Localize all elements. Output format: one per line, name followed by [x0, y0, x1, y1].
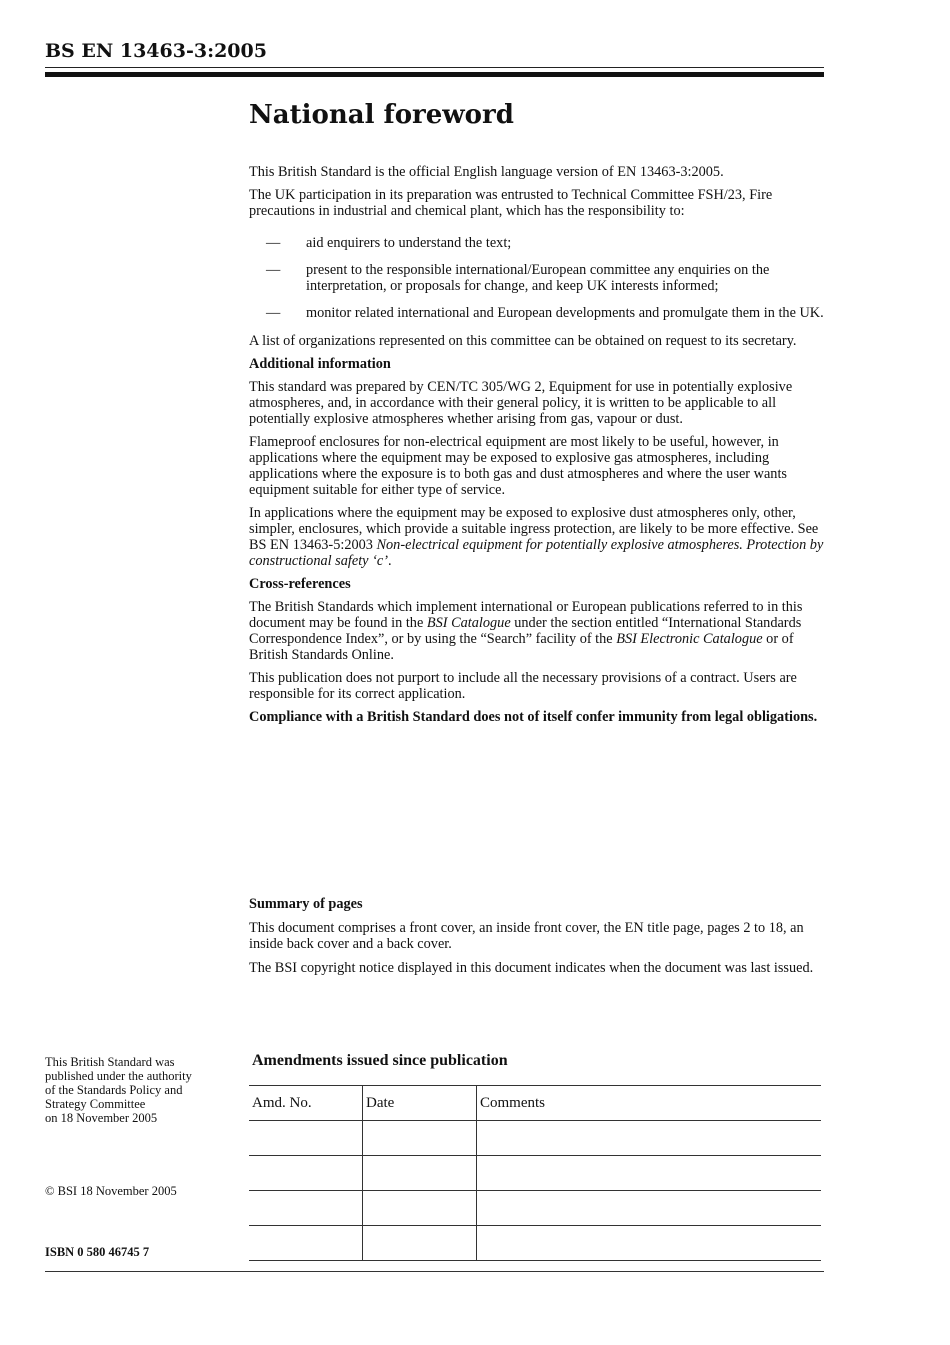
- amendments-title: Amendments issued since publication: [252, 1052, 508, 1069]
- cell-comments: [477, 1156, 822, 1191]
- intro-paragraph-3: A list of organizations represented on this committee can be obtained on request to its secretary.: [249, 333, 797, 349]
- crossref-paragraph-2: This publication does not purport to include all the necessary provisions of a contract. Users are responsible for its correct application.: [249, 670, 797, 702]
- column-header-amd-no: Amd. No.: [249, 1086, 363, 1121]
- cross-references-heading: Cross-references: [249, 576, 351, 592]
- list-item: [249, 262, 825, 294]
- cell-date: [363, 1191, 477, 1226]
- table-row: [249, 1156, 821, 1191]
- referenced-standard-title: Non-electrical equipment for potentially explosive atmospheres. Protection by constructional safety ‘c’: [249, 537, 824, 569]
- intro-paragraph-2: The UK participation in its preparation was entrusted to Technical Committee FSH/23, Fire precautions in industrial and chemical plant, which has the responsibility to:: [249, 187, 773, 219]
- publication-authority-note: [45, 1055, 235, 1125]
- note-line: on 18 November 2005: [45, 1111, 158, 1125]
- note-line: of the Standards Policy and: [45, 1083, 183, 1097]
- crossref-paragraph-1: [249, 599, 825, 663]
- list-item: [249, 235, 825, 251]
- cell-amd-no: [249, 1156, 363, 1191]
- list-item-text: aid enquirers to understand the text;: [306, 235, 512, 251]
- bsi-electronic-catalogue-ref: BSI Electronic Catalogue: [616, 631, 763, 647]
- header-rule-thin: [45, 67, 824, 68]
- summary-paragraph-1: This document comprises a front cover, an inside front cover, the EN title page, pages 2 to 18, an inside back cover and a back cover.: [249, 920, 804, 952]
- note-line: This British Standard was: [45, 1055, 175, 1069]
- additional-paragraph-2: Flameproof enclosures for non-electrical equipment are most likely to be useful, however, in applications where the equipment may be exposed to explosive gas atmospheres, including applications where the exposure is to both gas and dust atmospheres and where the user wants equipment suitable for either type of service.: [249, 434, 787, 498]
- crossref-p1-text-a: The British Standards which implement international or European publications referred to in this document may be found in the: [249, 599, 803, 631]
- note-line: Strategy Committee: [45, 1097, 146, 1111]
- table-header-row: [249, 1086, 821, 1121]
- additional-p3-end: .: [387, 553, 392, 569]
- crossref-p1-text-b: under the section entitled “International Standards Correspondence Index”, or by using the “Search” facility of the: [249, 615, 802, 647]
- summary-section: [249, 896, 825, 984]
- header-rule-thick: [45, 72, 824, 77]
- list-item-text: present to the responsible international/European committee any enquiries on the interpretation, or proposals for change, and keep UK interests informed;: [306, 262, 770, 294]
- main-content: [249, 164, 825, 732]
- crossref-p1-text-c: or of British Standards Online.: [249, 631, 794, 663]
- table-row: [249, 1121, 821, 1156]
- isbn: ISBN 0 580 46745 7: [45, 1245, 150, 1259]
- cell-date: [363, 1121, 477, 1156]
- amendments-table: [249, 1085, 821, 1261]
- list-item-text: monitor related international and European developments and promulgate them in the UK.: [306, 305, 824, 321]
- cell-amd-no: [249, 1121, 363, 1156]
- summary-heading: Summary of pages: [249, 896, 363, 912]
- additional-info-heading: Additional information: [249, 356, 391, 372]
- cell-comments: [477, 1226, 822, 1261]
- dash-marker: —: [266, 305, 281, 321]
- amendments-body: [249, 1121, 821, 1261]
- document-id: BS EN 13463-3:2005: [45, 40, 267, 62]
- dash-marker: —: [266, 262, 281, 278]
- column-header-comments: Comments: [477, 1086, 822, 1121]
- summary-paragraph-2: The BSI copyright notice displayed in this document indicates when the document was last issued.: [249, 960, 814, 976]
- cell-comments: [477, 1121, 822, 1156]
- additional-paragraph-3: [249, 505, 825, 569]
- cell-amd-no: [249, 1226, 363, 1261]
- compliance-notice: Compliance with a British Standard does not of itself confer immunity from legal obligations.: [249, 709, 818, 725]
- cell-comments: [477, 1191, 822, 1226]
- additional-p3-text: In applications where the equipment may be exposed to explosive dust atmospheres only, other, simpler, enclosures, which provide a suitable ingress protection, are likely to be more effective. See BS EN 13463-5:2003: [249, 505, 819, 553]
- note-line: published under the authority: [45, 1069, 192, 1083]
- table-row: [249, 1226, 821, 1261]
- column-header-date: Date: [363, 1086, 477, 1121]
- cell-date: [363, 1226, 477, 1261]
- cell-amd-no: [249, 1191, 363, 1226]
- additional-paragraph-1: This standard was prepared by CEN/TC 305/WG 2, Equipment for use in potentially explosive atmospheres, and, in accordance with their general policy, it is written to be applicable to all potentially explosive atmospheres whether arising from gas, vapour or dust.: [249, 379, 793, 427]
- copyright-notice: © BSI 18 November 2005: [45, 1184, 177, 1198]
- footer-rule: [45, 1271, 824, 1272]
- bsi-catalogue-ref: BSI Catalogue: [426, 615, 511, 631]
- cell-date: [363, 1156, 477, 1191]
- dash-marker: —: [266, 235, 281, 251]
- responsibility-list: [249, 235, 825, 321]
- list-item: [249, 305, 825, 321]
- table-row: [249, 1191, 821, 1226]
- page-title: National foreword: [249, 100, 514, 130]
- intro-paragraph-1: This British Standard is the official English language version of EN 13463-3:2005.: [249, 164, 724, 180]
